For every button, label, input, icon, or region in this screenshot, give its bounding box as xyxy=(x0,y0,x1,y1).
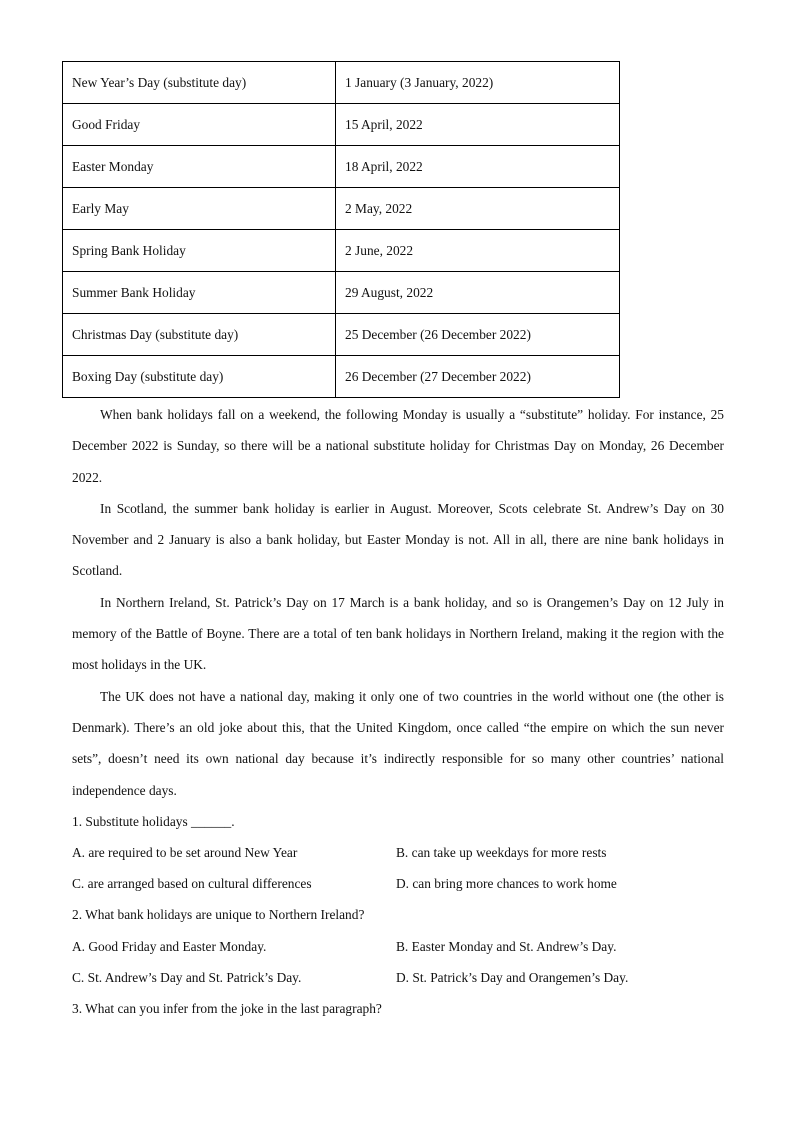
question-1-options-row-2 xyxy=(72,868,724,899)
holiday-name-cell: Easter Monday xyxy=(63,146,336,188)
bank-holiday-table xyxy=(62,61,620,398)
holiday-date-cell: 15 April, 2022 xyxy=(336,104,620,146)
table-row xyxy=(63,230,620,272)
holiday-date-cell: 26 December (27 December 2022) xyxy=(336,356,620,398)
question-1-options-row-1 xyxy=(72,837,724,868)
table-row xyxy=(63,62,620,104)
option-c: C. are arranged based on cultural differences xyxy=(72,876,312,892)
option-d: D. St. Patrick’s Day and Orangemen’s Day. xyxy=(396,969,629,985)
question-2: 2. What bank holidays are unique to Northern Ireland? xyxy=(72,907,365,923)
question-1: 1. Substitute holidays ______. xyxy=(72,813,235,829)
option-a: A. are required to be set around New Year xyxy=(72,845,298,861)
holiday-date-cell: 18 April, 2022 xyxy=(336,146,620,188)
table-row xyxy=(63,356,620,398)
holiday-name-cell: Summer Bank Holiday xyxy=(63,272,336,314)
option-b: B. Easter Monday and St. Andrew’s Day. xyxy=(396,938,617,954)
paragraph-national-day: The UK does not have a national day, making it only one of two countries in the world without one (the other is Denmark). There’s an old joke about this, that the United Kingdom, once called “the empire on which the sun never sets”, doesn’t need its own national day because it’s indirectly responsible for so many other countries’ national independence days. xyxy=(72,688,724,798)
question-2-options-row-1 xyxy=(72,931,724,962)
table-row xyxy=(63,146,620,188)
table-row xyxy=(63,104,620,146)
holiday-name-cell: Spring Bank Holiday xyxy=(63,230,336,272)
holiday-name-cell: Boxing Day (substitute day) xyxy=(63,356,336,398)
holiday-name-cell: New Year’s Day (substitute day) xyxy=(63,62,336,104)
question-3: 3. What can you infer from the joke in the last paragraph? xyxy=(72,1001,382,1017)
holiday-date-cell: 29 August, 2022 xyxy=(336,272,620,314)
holiday-date-cell: 1 January (3 January, 2022) xyxy=(336,62,620,104)
holiday-name-cell: Christmas Day (substitute day) xyxy=(63,314,336,356)
paragraph-northern-ireland: In Northern Ireland, St. Patrick’s Day on 17 March is a bank holiday, and so is Orangemen’s Day on 12 July in memory of the Battle of Boyne. There are a total of ten bank holidays in Northern Ireland, making it the region with the most holidays in the UK. xyxy=(72,594,724,673)
option-b: B. can take up weekdays for more rests xyxy=(396,845,607,861)
paragraph-scotland: In Scotland, the summer bank holiday is earlier in August. Moreover, Scots celebrate St. Andrew’s Day on 30 November and 2 January is also a bank holiday, but Easter Monday is not. All in all, there are nine bank holidays in Scotland. xyxy=(72,500,724,579)
holiday-name-cell: Good Friday xyxy=(63,104,336,146)
table-row xyxy=(63,272,620,314)
holiday-date-cell: 25 December (26 December 2022) xyxy=(336,314,620,356)
holiday-name-cell: Early May xyxy=(63,188,336,230)
table-row xyxy=(63,314,620,356)
question-2-options-row-2 xyxy=(72,962,724,993)
holiday-date-cell: 2 May, 2022 xyxy=(336,188,620,230)
paragraph-substitute-holidays: When bank holidays fall on a weekend, the following Monday is usually a “substitute” holiday. For instance, 25 December 2022 is Sunday, so there will be a national substitute holiday for Christmas Day on Monday, 26 December 2022. xyxy=(72,407,724,485)
option-a: A. Good Friday and Easter Monday. xyxy=(72,938,267,954)
passage-and-questions xyxy=(72,399,724,1024)
table-row xyxy=(63,188,620,230)
holiday-date-cell: 2 June, 2022 xyxy=(336,230,620,272)
option-d: D. can bring more chances to work home xyxy=(396,876,617,892)
option-c: C. St. Andrew’s Day and St. Patrick’s Day. xyxy=(72,969,302,985)
